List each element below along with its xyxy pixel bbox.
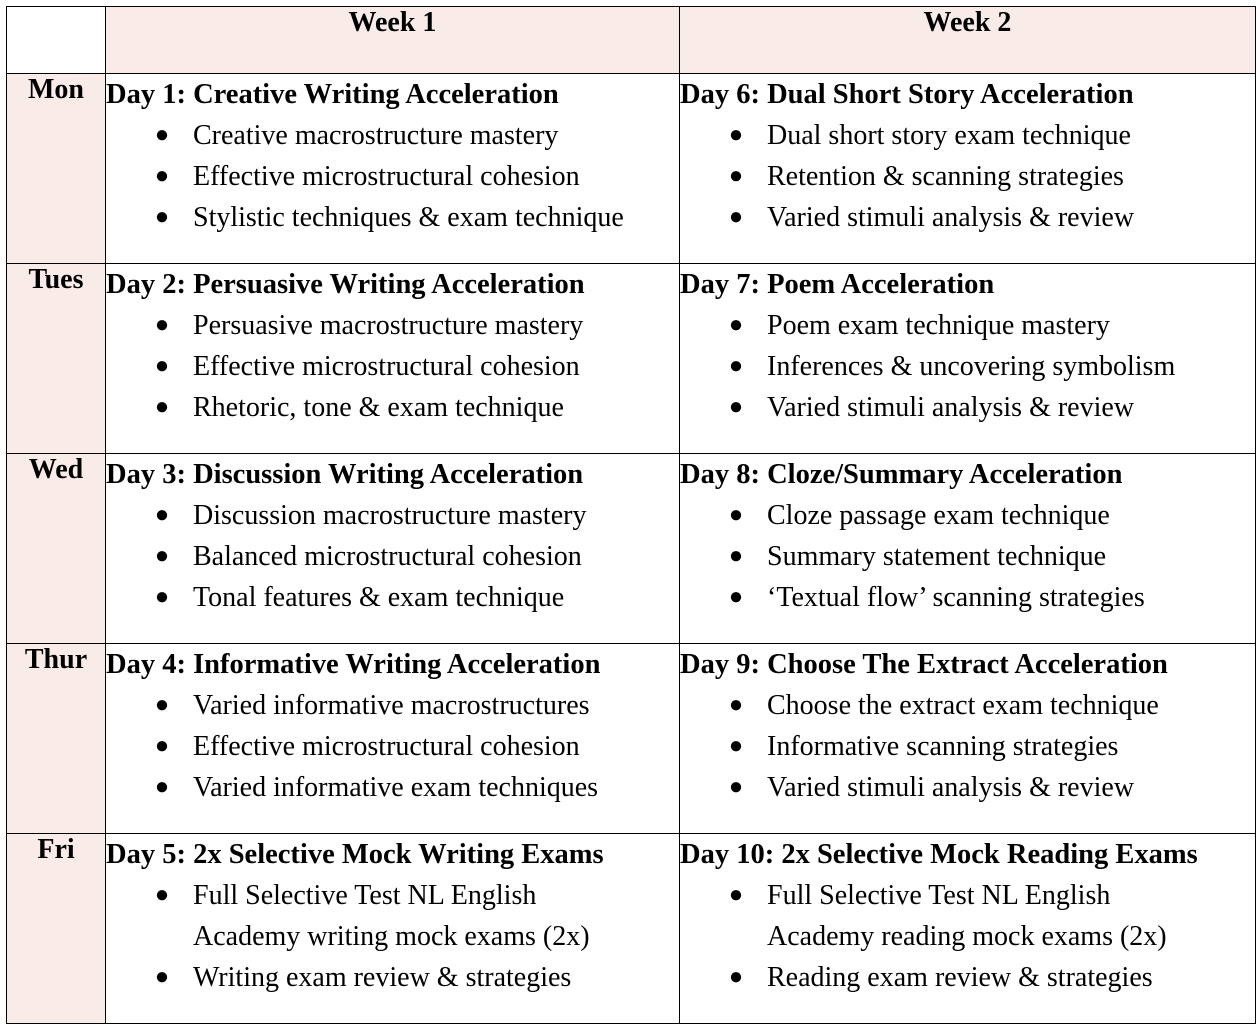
week-2-cell	[680, 644, 1256, 834]
week-2-cell	[680, 834, 1256, 1024]
week-2-cell	[680, 454, 1256, 644]
week-1-header: Week 1	[106, 7, 680, 74]
table-row	[7, 454, 1256, 644]
session-title: Day 5: 2x Selective Mock Writing Exams	[106, 839, 604, 870]
bullet-icon: ●	[728, 733, 744, 759]
bullet-icon: ●	[154, 964, 170, 990]
topic-list	[680, 875, 1255, 998]
topic-list	[106, 685, 679, 808]
table-row	[7, 264, 1256, 454]
bullet-icon: ●	[728, 774, 744, 800]
list-item: ● Retention & scanning strategies	[680, 156, 1255, 197]
topic-list	[680, 495, 1255, 618]
list-item: ● Choose the extract exam technique	[680, 685, 1255, 726]
bullet-icon: ●	[728, 882, 744, 908]
topic-list	[680, 305, 1255, 428]
bullet-icon: ●	[154, 394, 170, 420]
bullet-icon: ●	[728, 394, 744, 420]
session-title: Day 8: Cloze/Summary Acceleration	[680, 459, 1123, 490]
list-item: ● Varied stimuli analysis & review	[680, 387, 1255, 428]
list-item: ● Writing exam review & strategies	[106, 957, 679, 998]
topic-list	[106, 495, 679, 618]
table-row	[7, 74, 1256, 264]
list-item: ● Varied informative exam techniques	[106, 767, 679, 808]
bullet-icon: ●	[154, 163, 170, 189]
corner-cell	[7, 7, 106, 74]
list-item: ● Varied stimuli analysis & review	[680, 767, 1255, 808]
bullet-icon: ●	[154, 353, 170, 379]
bullet-icon: ●	[728, 964, 744, 990]
list-item: ● Full Selective Test NL English Academy reading mock exams (2x)	[680, 875, 1255, 957]
bullet-icon: ●	[154, 733, 170, 759]
list-item: ● Cloze passage exam technique	[680, 495, 1255, 536]
bullet-icon: ●	[728, 584, 744, 610]
topic-list	[106, 875, 679, 998]
day-label: Thur	[7, 644, 106, 834]
session-title: Day 4: Informative Writing Acceleration	[106, 649, 601, 680]
bullet-icon: ●	[154, 584, 170, 610]
list-item: ● Poem exam technique mastery	[680, 305, 1255, 346]
topic-list	[680, 685, 1255, 808]
list-item: ● Balanced microstructural cohesion	[106, 536, 679, 577]
bullet-icon: ●	[154, 882, 170, 908]
list-item: ● Discussion macrostructure mastery	[106, 495, 679, 536]
list-item: ● Inferences & uncovering symbolism	[680, 346, 1255, 387]
week-2-cell	[680, 74, 1256, 264]
list-item: ● ‘Textual flow’ scanning strategies	[680, 577, 1255, 618]
bullet-icon: ●	[154, 502, 170, 528]
bullet-icon: ●	[728, 122, 744, 148]
table-row	[7, 834, 1256, 1024]
topic-list	[106, 115, 679, 238]
list-item: ● Tonal features & exam technique	[106, 577, 679, 618]
session-title: Day 3: Discussion Writing Acceleration	[106, 459, 584, 490]
bullet-icon: ●	[154, 204, 170, 230]
topic-list	[106, 305, 679, 428]
bullet-icon: ●	[728, 502, 744, 528]
bullet-icon: ●	[728, 312, 744, 338]
day-label: Mon	[7, 74, 106, 264]
week-1-cell	[106, 834, 680, 1024]
bullet-icon: ●	[728, 204, 744, 230]
list-item: ● Stylistic techniques & exam technique	[106, 197, 679, 238]
bullet-icon: ●	[728, 163, 744, 189]
week-2-cell	[680, 264, 1256, 454]
session-title: Day 2: Persuasive Writing Acceleration	[106, 269, 585, 300]
list-item: ● Dual short story exam technique	[680, 115, 1255, 156]
week-1-cell	[106, 74, 680, 264]
list-item: ● Effective microstructural cohesion	[106, 726, 679, 767]
bullet-icon: ●	[154, 122, 170, 148]
day-label: Tues	[7, 264, 106, 454]
bullet-icon: ●	[154, 692, 170, 718]
schedule-table	[6, 6, 1256, 1024]
list-item: ● Varied informative macrostructures	[106, 685, 679, 726]
day-label: Wed	[7, 454, 106, 644]
session-title: Day 9: Choose The Extract Acceleration	[680, 649, 1168, 680]
bullet-icon: ●	[728, 543, 744, 569]
session-title: Day 6: Dual Short Story Acceleration	[680, 79, 1134, 110]
list-item: ● Creative macrostructure mastery	[106, 115, 679, 156]
list-item: ● Persuasive macrostructure mastery	[106, 305, 679, 346]
bullet-icon: ●	[728, 353, 744, 379]
list-item: ● Effective microstructural cohesion	[106, 156, 679, 197]
day-label: Fri	[7, 834, 106, 1024]
list-item: ● Rhetoric, tone & exam technique	[106, 387, 679, 428]
list-item: ● Summary statement technique	[680, 536, 1255, 577]
week-1-cell	[106, 264, 680, 454]
table-row	[7, 644, 1256, 834]
session-title: Day 7: Poem Acceleration	[680, 269, 995, 300]
week-2-header: Week 2	[680, 7, 1256, 74]
session-title: Day 1: Creative Writing Acceleration	[106, 79, 559, 110]
list-item: ● Effective microstructural cohesion	[106, 346, 679, 387]
header-row	[7, 7, 1256, 74]
week-1-cell	[106, 644, 680, 834]
list-item: ● Informative scanning strategies	[680, 726, 1255, 767]
bullet-icon: ●	[154, 774, 170, 800]
list-item: ● Full Selective Test NL English Academy writing mock exams (2x)	[106, 875, 679, 957]
topic-list	[680, 115, 1255, 238]
bullet-icon: ●	[154, 312, 170, 338]
week-1-cell	[106, 454, 680, 644]
bullet-icon: ●	[728, 692, 744, 718]
bullet-icon: ●	[154, 543, 170, 569]
session-title: Day 10: 2x Selective Mock Reading Exams	[680, 839, 1198, 870]
list-item: ● Reading exam review & strategies	[680, 957, 1255, 998]
list-item: ● Varied stimuli analysis & review	[680, 197, 1255, 238]
